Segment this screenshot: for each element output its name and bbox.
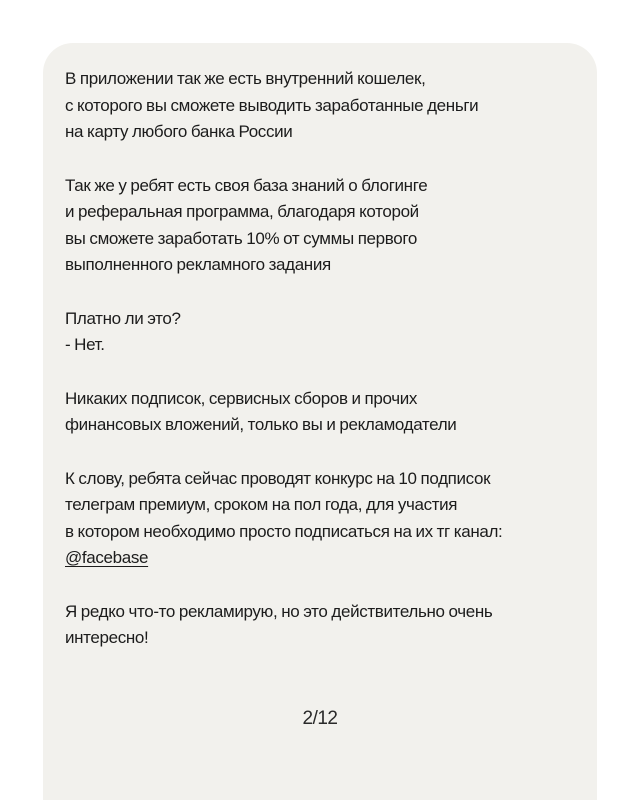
paragraph-knowledge-base [65, 173, 585, 279]
page-counter: 2/12 [302, 708, 338, 729]
paragraph-is-it-paid [65, 306, 585, 359]
post-text [65, 66, 585, 679]
channel-link-line [65, 545, 585, 572]
text-line: на карту любого банка России [65, 122, 293, 141]
text-line: выполненного рекламного задания [65, 255, 331, 274]
paragraph-contest [65, 466, 585, 572]
text-line: телеграм премиум, сроком на пол года, для участия [65, 495, 458, 514]
text-line: Так же у ребят есть своя база знаний о блогинге [65, 175, 428, 195]
text-line: Я редко что-то рекламирую, но это действительно очень [65, 601, 493, 621]
paragraph-no-fees [65, 386, 585, 439]
text-line: - Нет. [65, 335, 105, 354]
paragraph-closing [65, 599, 585, 652]
text-line: Платно ли это? [65, 308, 181, 328]
text-line: с которого вы сможете выводить заработанные деньги [65, 95, 479, 115]
paragraph-wallet [65, 66, 585, 146]
text-line: вы сможете заработать 10% от суммы первого [65, 228, 417, 248]
text-line: Никаких подписок, сервисных сборов и прочих [65, 388, 418, 408]
text-line: интересно! [65, 628, 149, 647]
channel-link[interactable]: @facebase [65, 548, 149, 567]
text-line: финансовых вложений, только вы и рекламодатели [65, 415, 457, 434]
text-line: в котором необходимо просто подписаться на их тг канал: [65, 521, 503, 541]
text-line: В приложении так же есть внутренний кошелек, [65, 69, 426, 88]
text-line: К слову, ребята сейчас проводят конкурс на 10 подписок [65, 468, 491, 488]
text-line: и реферальная программа, благодаря которой [65, 202, 419, 221]
